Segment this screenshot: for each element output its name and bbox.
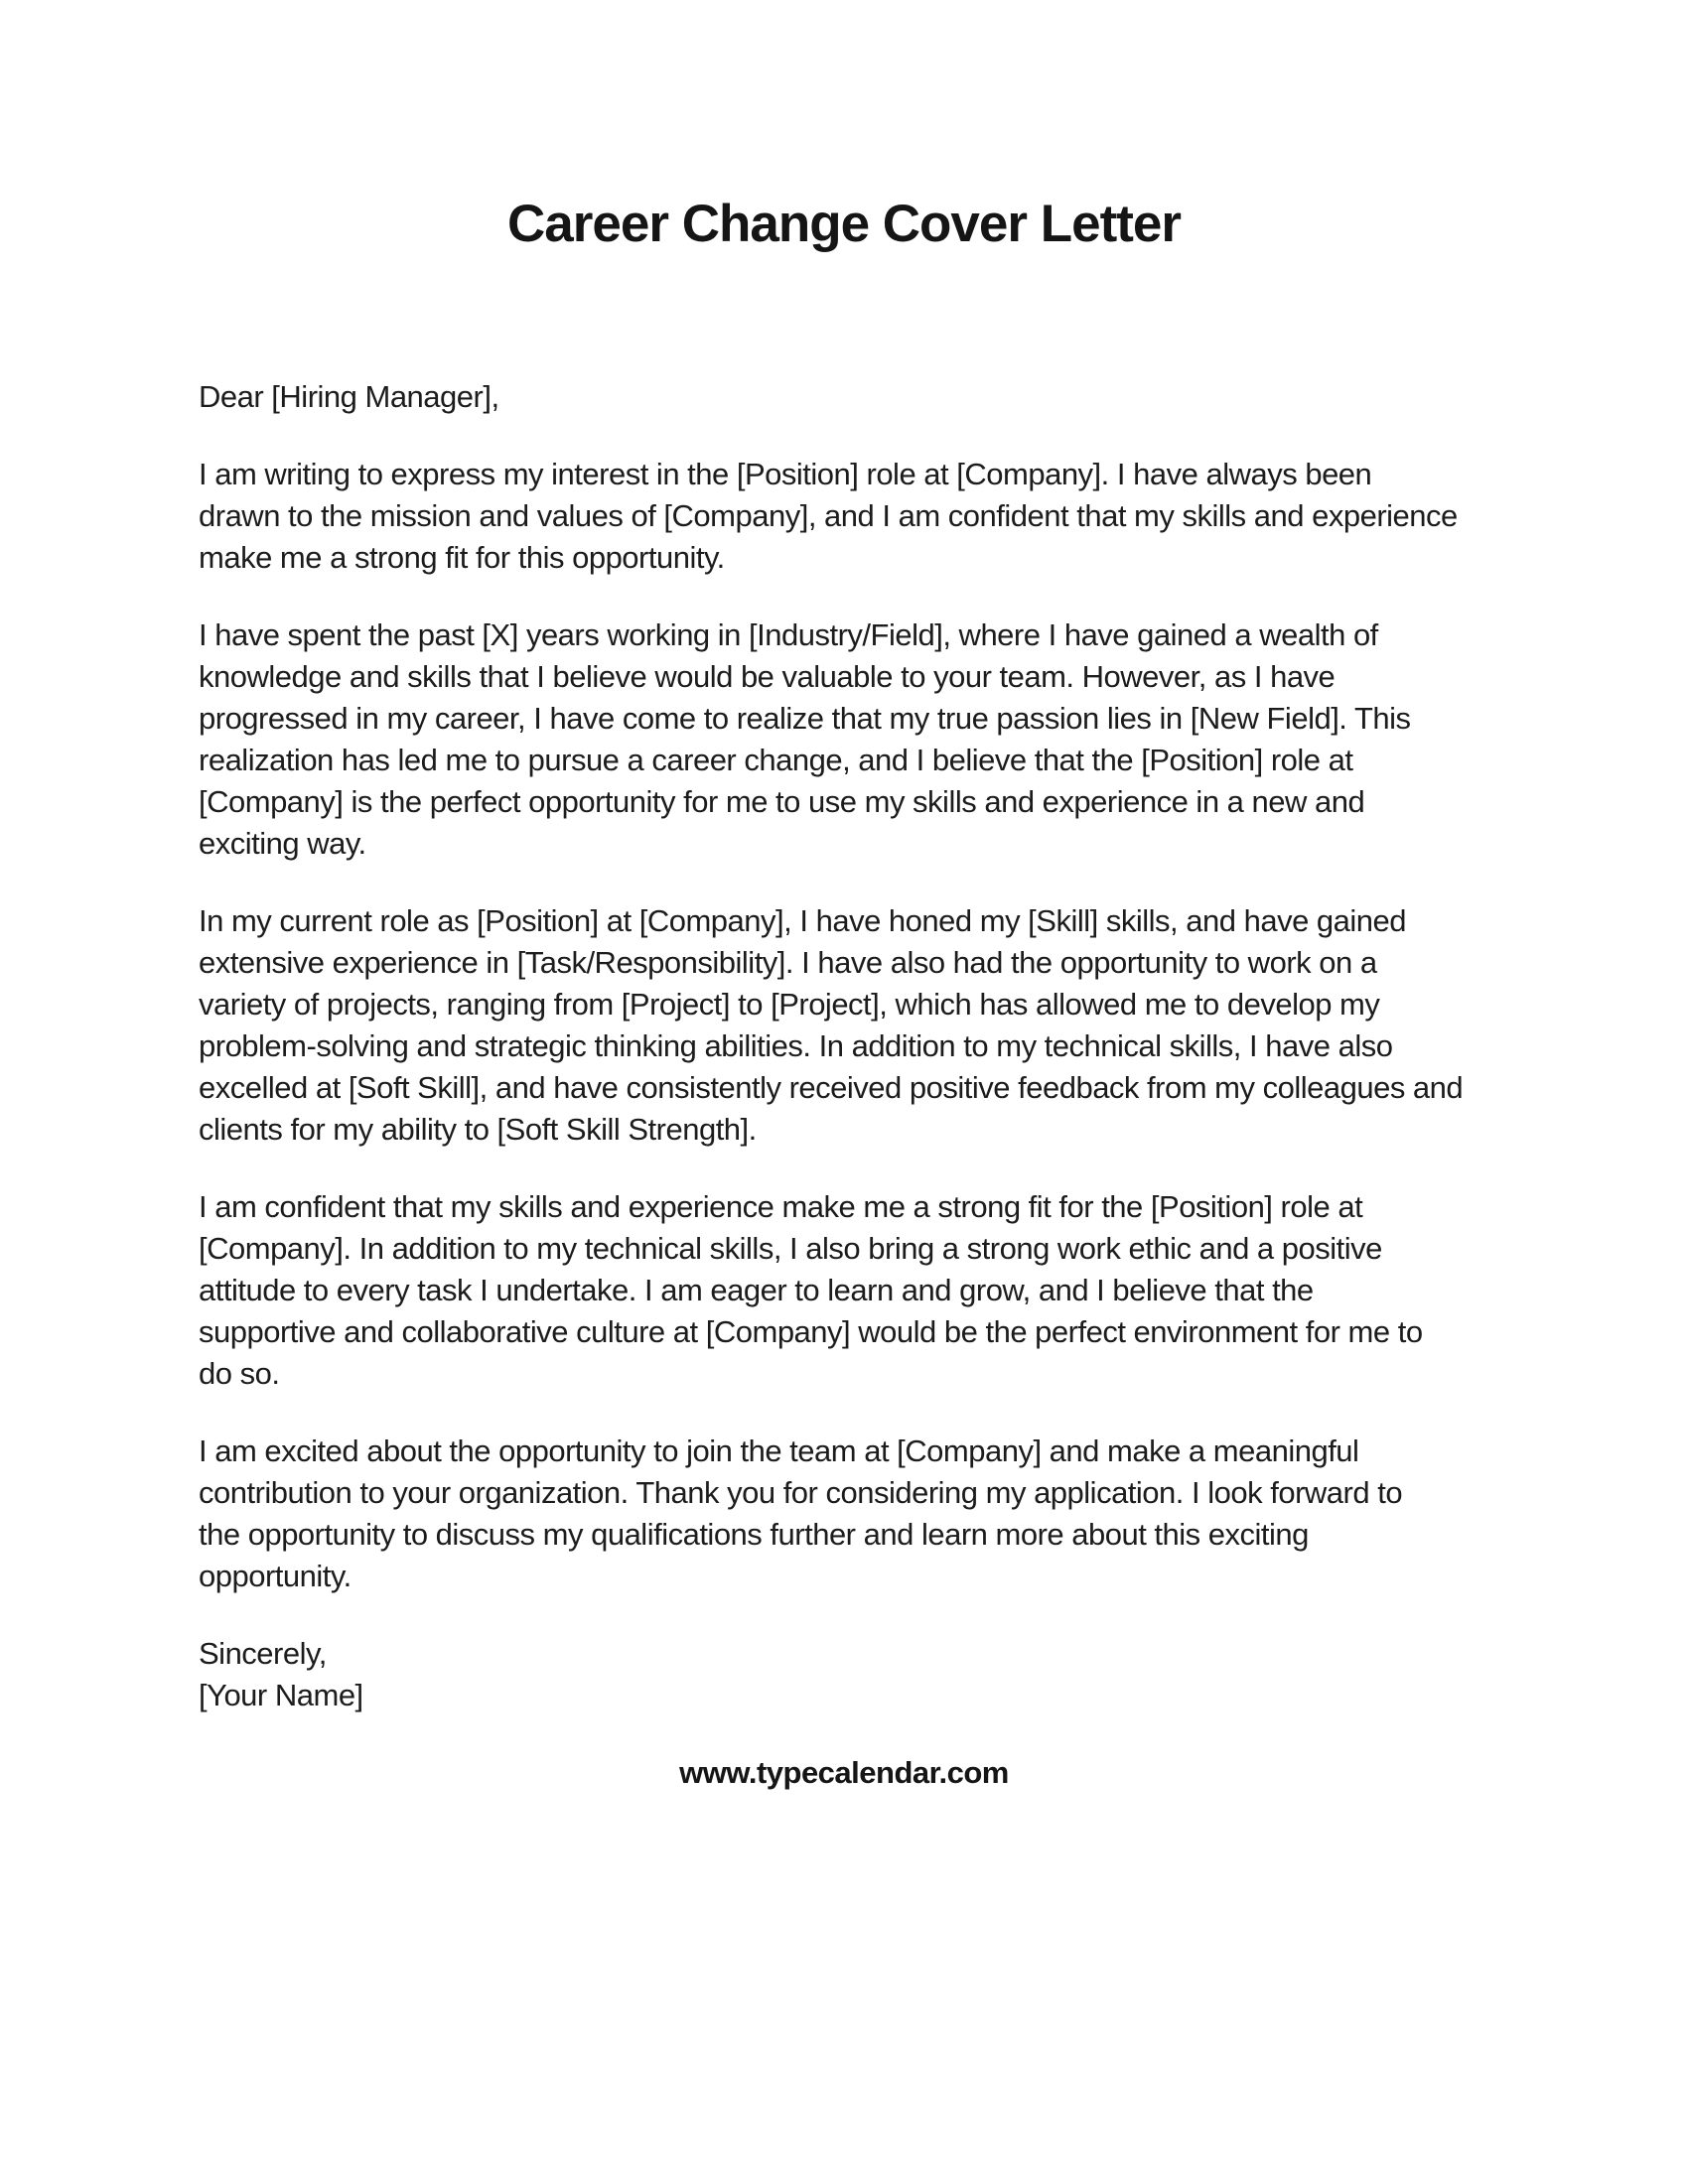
paragraph-fit: [199, 1186, 1489, 1395]
text-line: contribution to your organization. Thank you for considering my application. I look forward to: [199, 1475, 1403, 1510]
text-line: I have spent the past [X] years working in [Industry/Field], where I have gained a wealth of: [199, 617, 1378, 652]
footer-website: www.typecalendar.com: [679, 1755, 1009, 1790]
text-line: extensive experience in [Task/Responsibility]. I have also had the opportunity to work on a: [199, 945, 1377, 980]
text-line: opportunity.: [199, 1559, 352, 1593]
text-line: clients for my ability to [Soft Skill Strength].: [199, 1112, 757, 1147]
text-line: the opportunity to discuss my qualifications further and learn more about this exciting: [199, 1517, 1309, 1552]
text-line: supportive and collaborative culture at [Company] would be the perfect environment for me to: [199, 1314, 1423, 1349]
text-line: exciting way.: [199, 826, 366, 861]
text-line: [Company] is the perfect opportunity for me to use my skills and experience in a new and: [199, 784, 1365, 819]
paragraph-intro: [199, 454, 1489, 579]
text-line: drawn to the mission and values of [Company], and I am confident that my skills and experience: [199, 498, 1458, 533]
text-line: excelled at [Soft Skill], and have consistently received positive feedback from my colleagues and: [199, 1070, 1464, 1105]
signature-name: [Your Name]: [199, 1678, 363, 1712]
text-line: I am excited about the opportunity to join the team at [Company] and make a meaningful: [199, 1433, 1359, 1468]
text-line: I am confident that my skills and experience make me a strong fit for the [Position] role at: [199, 1189, 1363, 1224]
salutation: Dear [Hiring Manager],: [199, 379, 499, 414]
paragraph-current-role: [199, 900, 1489, 1151]
text-line: knowledge and skills that I believe would be valuable to your team. However, as I have: [199, 659, 1336, 694]
text-line: I am writing to express my interest in the [Position] role at [Company]. I have always been: [199, 457, 1372, 491]
text-line: realization has led me to pursue a career change, and I believe that the [Position] role at: [199, 743, 1353, 777]
valediction: Sincerely,: [199, 1636, 327, 1671]
text-line: do so.: [199, 1356, 280, 1391]
text-line: progressed in my career, I have come to realize that my true passion lies in [New Field]. This: [199, 701, 1411, 736]
paragraph-career-history: [199, 614, 1489, 865]
text-line: In my current role as [Position] at [Company], I have honed my [Skill] skills, and have gained: [199, 903, 1407, 938]
document-title: Career Change Cover Letter: [507, 195, 1181, 253]
text-line: make me a strong fit for this opportunity.: [199, 540, 725, 575]
text-line: problem-solving and strategic thinking abilities. In addition to my technical skills, I have also: [199, 1028, 1393, 1063]
text-line: [Company]. In addition to my technical skills, I also bring a strong work ethic and a positive: [199, 1231, 1382, 1266]
text-line: variety of projects, ranging from [Project] to [Project], which has allowed me to develop my: [199, 987, 1380, 1022]
paragraph-closing-thanks: [199, 1431, 1489, 1597]
text-line: attitude to every task I undertake. I am eager to learn and grow, and I believe that the: [199, 1273, 1314, 1307]
signature-block: [199, 1633, 1489, 1716]
